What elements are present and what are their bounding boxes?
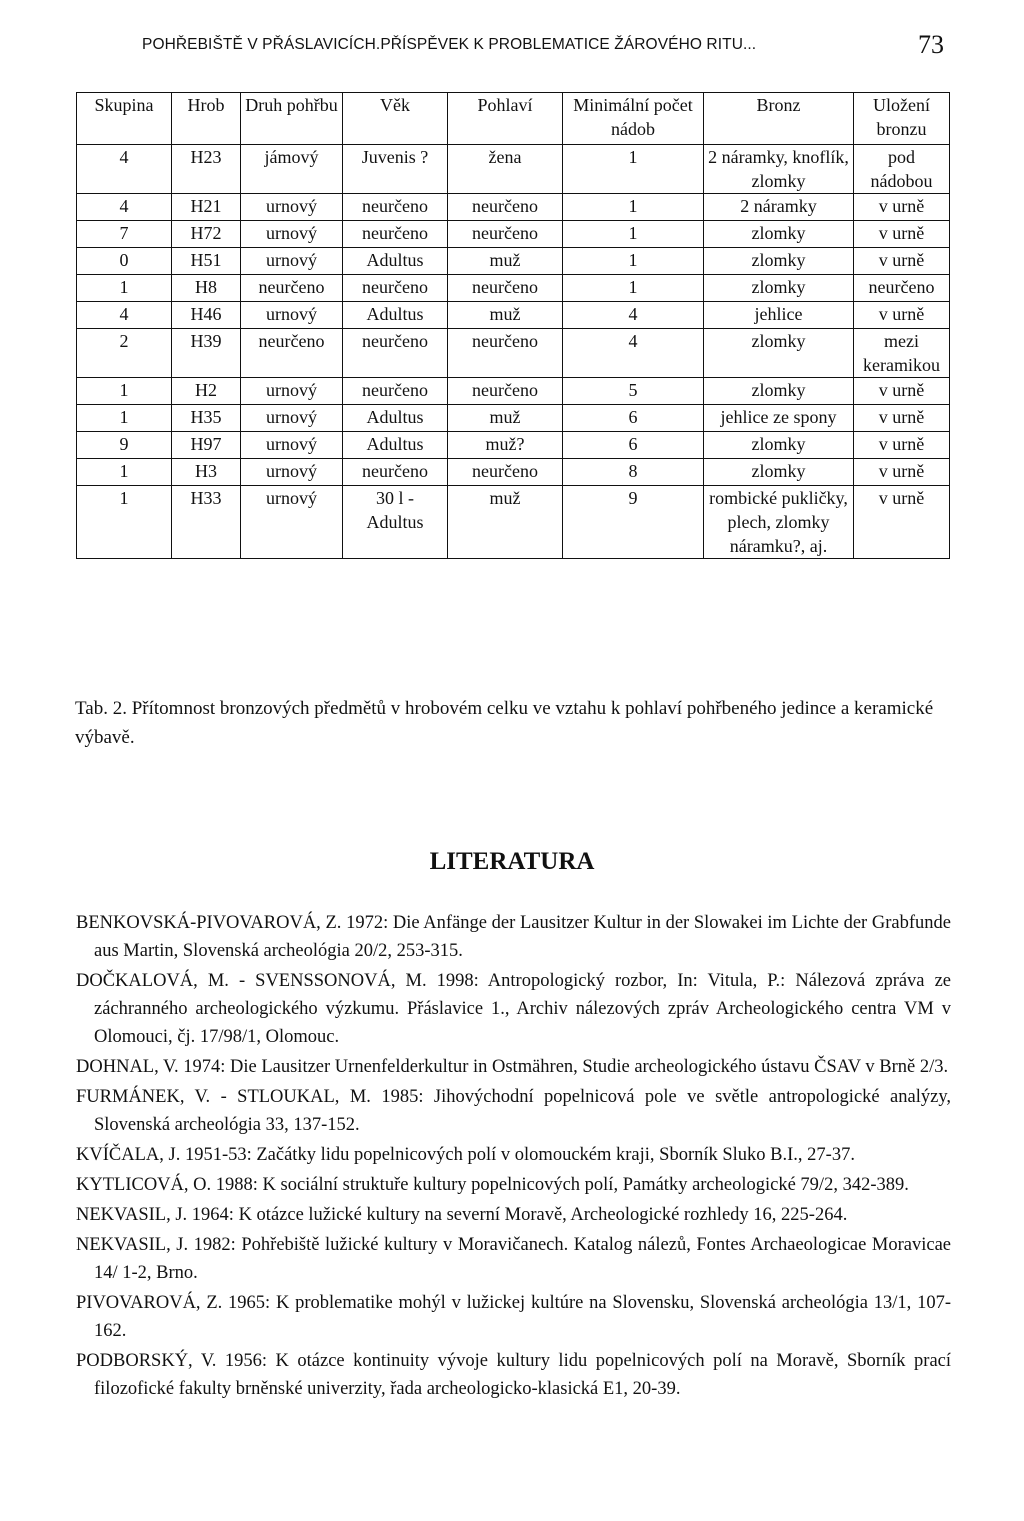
table-cell: H72 (172, 221, 241, 248)
table-cell: 2 náramky, knoflík, zlomky (704, 145, 854, 194)
reference-entry: DOHNAL, V. 1974: Die Lausitzer Urnenfelderkultur in Ostmähren, Studie archeologického ústavu ČSAV v Brně 2/3. (76, 1057, 949, 1077)
table-cell: 7 (77, 221, 172, 248)
table-cell: 1 (563, 275, 704, 302)
column-header: Druh pohřbu (241, 93, 343, 145)
table-cell: v urně (854, 194, 950, 221)
table-cell: jámový (241, 145, 343, 194)
table-cell: neurčeno (241, 329, 343, 378)
table-cell: neurčeno (343, 194, 448, 221)
table-cell: 6 (563, 432, 704, 459)
bronze-finds-table (76, 92, 950, 559)
table-cell: 1 (77, 405, 172, 432)
table-cell: v urně (854, 302, 950, 329)
table-cell: neurčeno (448, 221, 563, 248)
literature-heading: LITERATURA (429, 848, 595, 875)
table-row (77, 275, 950, 302)
table-cell: v urně (854, 459, 950, 486)
table-cell: H2 (172, 378, 241, 405)
table-cell: 1 (563, 221, 704, 248)
table-cell: v urně (854, 486, 950, 559)
reference-entry: NEKVASIL, J. 1964: K otázce lužické kultury na severní Moravě, Archeologické rozhledy 16, 225-264. (76, 1205, 848, 1225)
table-row (77, 145, 950, 194)
table-cell: H8 (172, 275, 241, 302)
table-cell: urnový (241, 194, 343, 221)
table-header-row (77, 93, 950, 145)
table-caption: Tab. 2. Přítomnost bronzových předmětů v hrobovém celku ve vztahu k pohlaví pohřbeného jedince a keramické výbavě. (75, 698, 934, 748)
table-cell: neurčeno (343, 459, 448, 486)
table-cell: Adultus (343, 248, 448, 275)
table-cell: H35 (172, 405, 241, 432)
table-cell: 2 (77, 329, 172, 378)
table-cell: zlomky (704, 221, 854, 248)
table-cell: neurčeno (343, 329, 448, 378)
table-row (77, 405, 950, 432)
table-cell: neurčeno (448, 194, 563, 221)
column-header: Uložení bronzu (854, 93, 950, 145)
table-cell: neurčeno (241, 275, 343, 302)
table-row (77, 302, 950, 329)
reference-entry: DOČKALOVÁ, M. - SVENSSONOVÁ, M. 1998: Antropologický rozbor, In: Vitula, P.: Nálezová zpráva ze záchranného archeologického výzkumu. Přáslavice 1., Archiv nálezových zpráv Archeologického centra VM v Olomouci, čj. 17/98/1, Olomouc. (76, 971, 951, 1047)
table-cell: urnový (241, 432, 343, 459)
table-row (77, 486, 950, 559)
table-cell: neurčeno (448, 378, 563, 405)
table-cell: 5 (563, 378, 704, 405)
table-cell: 6 (563, 405, 704, 432)
table-cell: 1 (563, 194, 704, 221)
reference-entry: KVÍČALA, J. 1951-53: Začátky lidu popelnicových polí v olomouckém kraji, Sborník Sluko B.I., 27-37. (76, 1145, 855, 1165)
table-cell: neurčeno (448, 275, 563, 302)
table-body (77, 145, 950, 559)
column-header: Skupina (77, 93, 172, 145)
reference-list (76, 909, 951, 1405)
table-cell: 4 (77, 302, 172, 329)
table-cell: muž (448, 302, 563, 329)
table-cell: 4 (77, 145, 172, 194)
table-cell: 9 (77, 432, 172, 459)
column-header: Bronz (704, 93, 854, 145)
table-row (77, 194, 950, 221)
table-cell: 1 (77, 486, 172, 559)
table-cell: zlomky (704, 329, 854, 378)
table-cell: 1 (563, 145, 704, 194)
table-cell: 1 (563, 248, 704, 275)
table-cell: neurčeno (448, 329, 563, 378)
table-row (77, 248, 950, 275)
table-cell: urnový (241, 459, 343, 486)
column-header: Pohlaví (448, 93, 563, 145)
table-cell: v urně (854, 405, 950, 432)
table-cell: H39 (172, 329, 241, 378)
table-cell: neurčeno (343, 378, 448, 405)
table-cell: H46 (172, 302, 241, 329)
table-cell: rombické pukličky, plech, zlomky náramku?, aj. (704, 486, 854, 559)
table-cell: 1 (77, 459, 172, 486)
reference-entry: BENKOVSKÁ-PIVOVAROVÁ, Z. 1972: Die Anfänge der Lausitzer Kultur in der Slowakei im Lichte der Grabfunde aus Martin, Slovenská archeológia 20/2, 253-315. (76, 913, 951, 961)
table-row (77, 432, 950, 459)
table-cell: zlomky (704, 432, 854, 459)
table-cell: neurčeno (343, 221, 448, 248)
column-header: Minimální počet nádob (563, 93, 704, 145)
table-cell: neurčeno (448, 459, 563, 486)
table-cell: zlomky (704, 275, 854, 302)
table-cell: H21 (172, 194, 241, 221)
column-header: Věk (343, 93, 448, 145)
table-cell: 0 (77, 248, 172, 275)
table-cell: H97 (172, 432, 241, 459)
table-cell: zlomky (704, 248, 854, 275)
reference-entry: FURMÁNEK, V. - STLOUKAL, M. 1985: Jihovýchodní popelnicová pole ve světle antropologické analýzy, Slovenská archeológia 33, 137-152. (76, 1087, 951, 1135)
table-cell: Adultus (343, 405, 448, 432)
page-number: 73 (918, 30, 944, 59)
table-cell: H23 (172, 145, 241, 194)
table-cell: pod nádobou (854, 145, 950, 194)
table-cell: 4 (77, 194, 172, 221)
table-cell: 30 l - Adultus (343, 486, 448, 559)
table-cell: muž (448, 248, 563, 275)
table-cell: muž (448, 405, 563, 432)
table-row (77, 378, 950, 405)
table-cell: urnový (241, 248, 343, 275)
reference-entry: PODBORSKÝ, V. 1956: K otázce kontinuity vývoje kultury lidu popelnicových polí na Moravě, Sborník prací filozofické fakulty brněnské univerzity, řada archeologicko-klasická E1, 20-39. (76, 1351, 951, 1399)
table-cell: zlomky (704, 378, 854, 405)
table-cell: muž (448, 486, 563, 559)
table-cell: H33 (172, 486, 241, 559)
table-cell: v urně (854, 248, 950, 275)
table-cell: Adultus (343, 302, 448, 329)
table-cell: urnový (241, 486, 343, 559)
table-cell: 9 (563, 486, 704, 559)
table-cell: v urně (854, 432, 950, 459)
table-cell: neurčeno (343, 275, 448, 302)
table-cell: zlomky (704, 459, 854, 486)
table-cell: 8 (563, 459, 704, 486)
reference-entry: KYTLICOVÁ, O. 1988: K sociální struktuře kultury popelnicových polí, Památky archeologické 79/2, 342-389. (76, 1175, 909, 1195)
table-cell: v urně (854, 221, 950, 248)
table-cell: H3 (172, 459, 241, 486)
table-row (77, 459, 950, 486)
table-cell: neurčeno (854, 275, 950, 302)
reference-entry: NEKVASIL, J. 1982: Pohřebiště lužické kultury v Moravičanech. Katalog nálezů, Fontes Archaeologicae Moravicae 14/ 1-2, Brno. (76, 1235, 951, 1283)
table-cell: urnový (241, 405, 343, 432)
table-cell: jehlice ze spony (704, 405, 854, 432)
table-cell: žena (448, 145, 563, 194)
table-cell: Adultus (343, 432, 448, 459)
reference-entry: PIVOVAROVÁ, Z. 1965: K problematike mohýl v lužickej kultúre na Slovensku, Slovenská archeológia 13/1, 107-162. (76, 1293, 951, 1341)
table-cell: urnový (241, 221, 343, 248)
column-header: Hrob (172, 93, 241, 145)
table-cell: Juvenis ? (343, 145, 448, 194)
table-cell: muž? (448, 432, 563, 459)
table-cell: 2 náramky (704, 194, 854, 221)
table-row (77, 221, 950, 248)
table-cell: 4 (563, 329, 704, 378)
table-cell: v urně (854, 378, 950, 405)
table-cell: 1 (77, 378, 172, 405)
table-cell: jehlice (704, 302, 854, 329)
table-cell: urnový (241, 302, 343, 329)
running-title: POHŘEBIŠTĚ V PŘÁSLAVICÍCH.PŘÍSPĚVEK K PROBLEMATICE ŽÁROVÉHO RITU... (142, 36, 757, 53)
table-cell: 4 (563, 302, 704, 329)
table-cell: 1 (77, 275, 172, 302)
table-cell: mezi keramikou (854, 329, 950, 378)
table-row (77, 329, 950, 378)
table-cell: urnový (241, 378, 343, 405)
table-cell: H51 (172, 248, 241, 275)
